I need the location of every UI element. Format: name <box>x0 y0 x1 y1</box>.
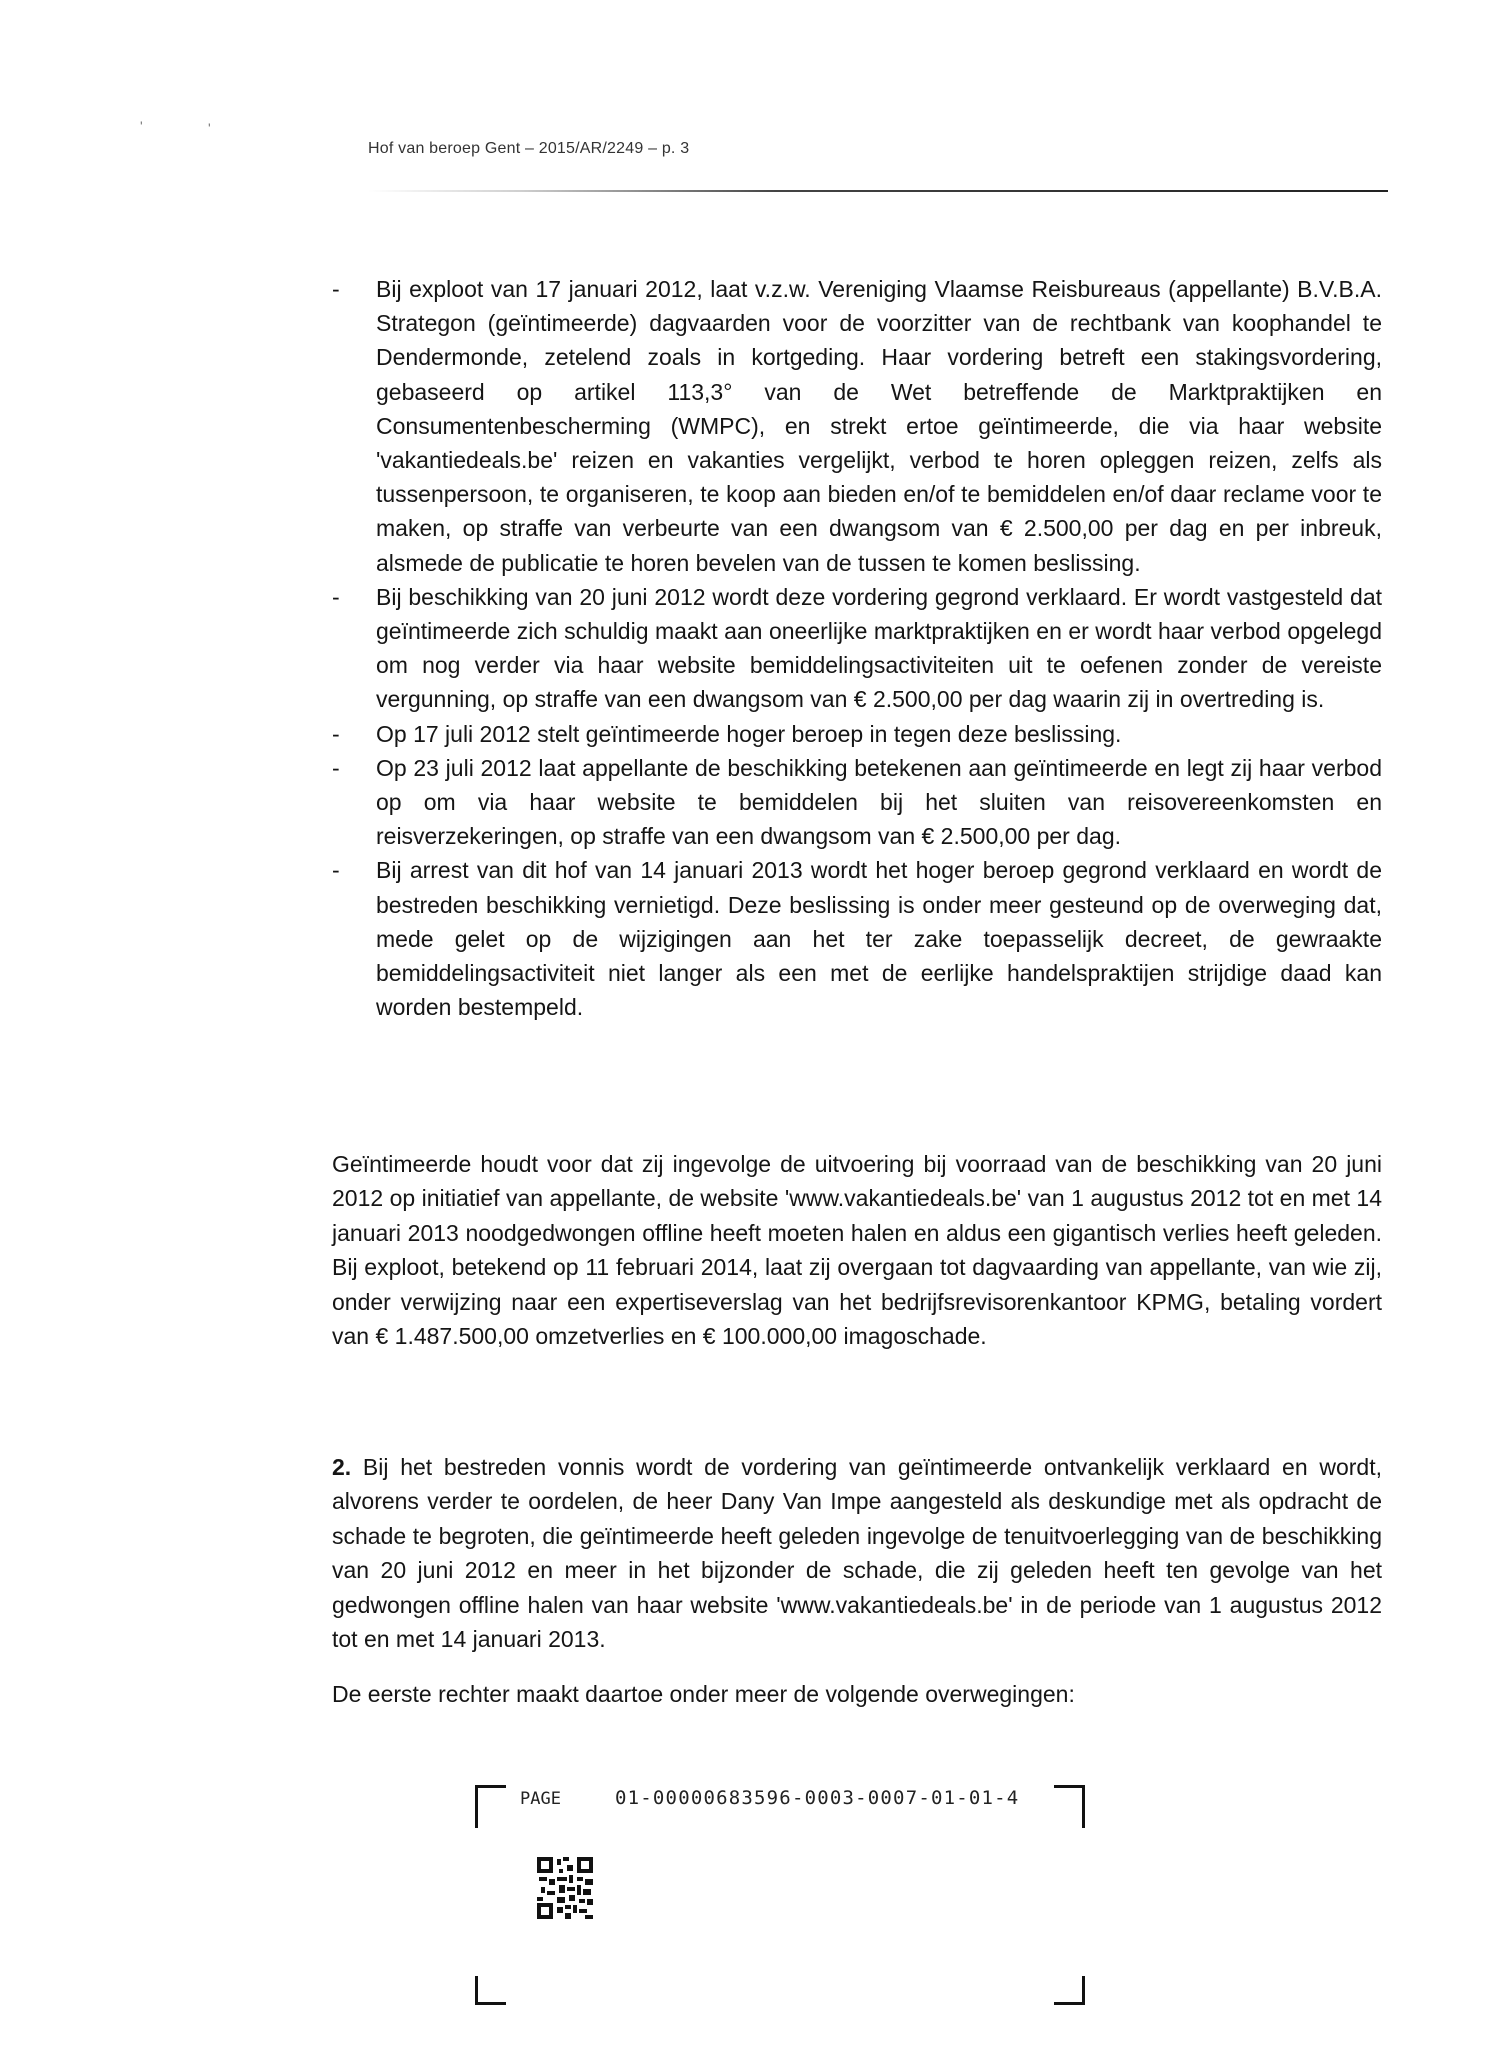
procedural-history-list <box>332 272 1382 1024</box>
paragraph-judgment <box>332 1450 1382 1656</box>
list-item <box>332 751 1382 854</box>
list-item-text: Op 23 juli 2012 laat appellante de beschikking betekenen aan geïntimeerde en legt zij haar verbod op om via haar website te bemiddelen bij het sluiten van reisovereenkomsten en reisverzekeringen, op straffe van een dwangsom van € 2.500,00 per dag. <box>376 754 1382 850</box>
list-item-text: Bij arrest van dit hof van 14 januari 2013 wordt het hoger beroep gegrond verklaard en wordt de bestreden beschikking vernietigd. Deze beslissing is onder meer gesteund op de overweging dat, mede gelet op de wijzigingen aan het ter zake toepasselijk decreet, de gewraakte bemiddelingsactiviteit niet langer als een met de eerlijke handelspraktijen strijdige daad kan worden bestempeld. <box>376 857 1382 1021</box>
list-dash: - <box>332 583 340 610</box>
list-item-text: Bij beschikking van 20 juni 2012 wordt deze vordering gegrond verklaard. Er wordt vastgesteld dat geïntimeerde zich schuldig maakt aan oneerlijke marktpraktijken en er wordt haar verbod opgelegd om nog verder via haar website bemiddelingsactiviteiten uit te oefenen zonder de vereiste vergunning, op straffe van een dwangsom van € 2.500,00 per dag waarin zij in overtreding is. <box>376 583 1382 713</box>
list-dash: - <box>332 720 340 747</box>
corner-bracket-top-left <box>475 1785 506 1814</box>
paragraph-judgment-text: Bij het bestreden vonnis wordt de vordering van geïntimeerde ontvankelijk verklaard en wordt, alvorens verder te oordelen, de heer Dany Van Impe aangesteld als deskundige met als opdracht de schade te begroten, die geïntimeerde heeft geleden ingevolge de tenuitvoerlegging van de beschikking van 20 juni 2012 en meer in het bijzonder de schade, die zij geleden heeft ten gevolge van het gedwongen offline halen van haar website 'www.vakantiedeals.be' in de periode van 1 augustus 2012 tot en met 14 januari 2013. <box>332 1454 1383 1653</box>
list-item <box>332 580 1382 717</box>
qr-code-icon <box>537 1857 593 1919</box>
page-label: PAGE <box>520 1789 561 1809</box>
list-dash: - <box>332 754 340 781</box>
scan-speck-left: ' <box>140 118 143 134</box>
corner-bracket-top-right <box>1054 1785 1085 1814</box>
list-item <box>332 717 1382 751</box>
scan-speck-right: ' <box>208 120 211 136</box>
corner-bracket-bottom-left <box>475 1976 506 2005</box>
page-header: Hof van beroep Gent – 2015/AR/2249 – p. 3 <box>368 140 690 157</box>
list-item-text: Bij exploot van 17 januari 2012, laat v.z.w. Vereniging Vlaamse Reisbureaus (appellante) B.V.B.A. Strategon (geïntimeerde) dagvaarden voor de voorzitter van de rechtbank van koophandel te Dendermonde, zetelend zoals in kortgeding. Haar vordering betreft een stakingsvordering, gebaseerd op artikel 113,3° van de Wet betreffende de Marktpraktijken en Consumentenbescherming (WMPC), en strekt ertoe geïntimeerde, die via haar website 'vakantiedeals.be' reizen en vakanties vergelijkt, verbod te horen opleggen reizen, zelfs als tussenpersoon, te organiseren, te koop aan bieden en/of te bemiddelen en/of daar reclame voor te maken, op straffe van verbeurte van een dwangsom van € 2.500,00 per dag en per inbreuk, alsmede de publicatie te horen bevelen van de tussen te komen beslissing. <box>376 276 1382 576</box>
scan-page-code <box>475 1775 1085 2025</box>
corner-bracket-bottom-right <box>1054 1976 1085 2005</box>
list-dash: - <box>332 857 340 884</box>
list-item-text: Op 17 juli 2012 stelt geïntimeerde hoger beroep in tegen deze beslissing. <box>376 720 1122 747</box>
list-dash: - <box>332 276 340 302</box>
section-number: 2. <box>332 1454 352 1480</box>
list-item <box>332 853 1382 1024</box>
header-rule <box>368 190 1388 192</box>
list-item <box>332 272 1382 580</box>
page-code: 01-00000683596-0003-0007-01-01-4 <box>615 1787 1020 1809</box>
paragraph-claim: Geïntimeerde houdt voor dat zij ingevolge de uitvoering bij voorraad van de beschikking van 20 juni 2012 op initiatief van appellante, de website 'www.vakantiedeals.be' van 1 augustus 2012 tot en met 14 januari 2013 noodgedwongen offline heeft moeten halen en aldus een gigantisch verlies heeft geleden. Bij exploot, betekend op 11 februari 2014, laat zij overgaan tot dagvaarding van appellante, van wie zij, onder verwijzing naar een expertiseverslag van het bedrijfsrevisorenkantoor KPMG, betaling vordert van € 1.487.500,00 omzetverlies en € 100.000,00 imagoschade. <box>332 1151 1382 1350</box>
paragraph-considerations: De eerste rechter maakt daartoe onder meer de volgende overwegingen: <box>332 1681 1075 1707</box>
